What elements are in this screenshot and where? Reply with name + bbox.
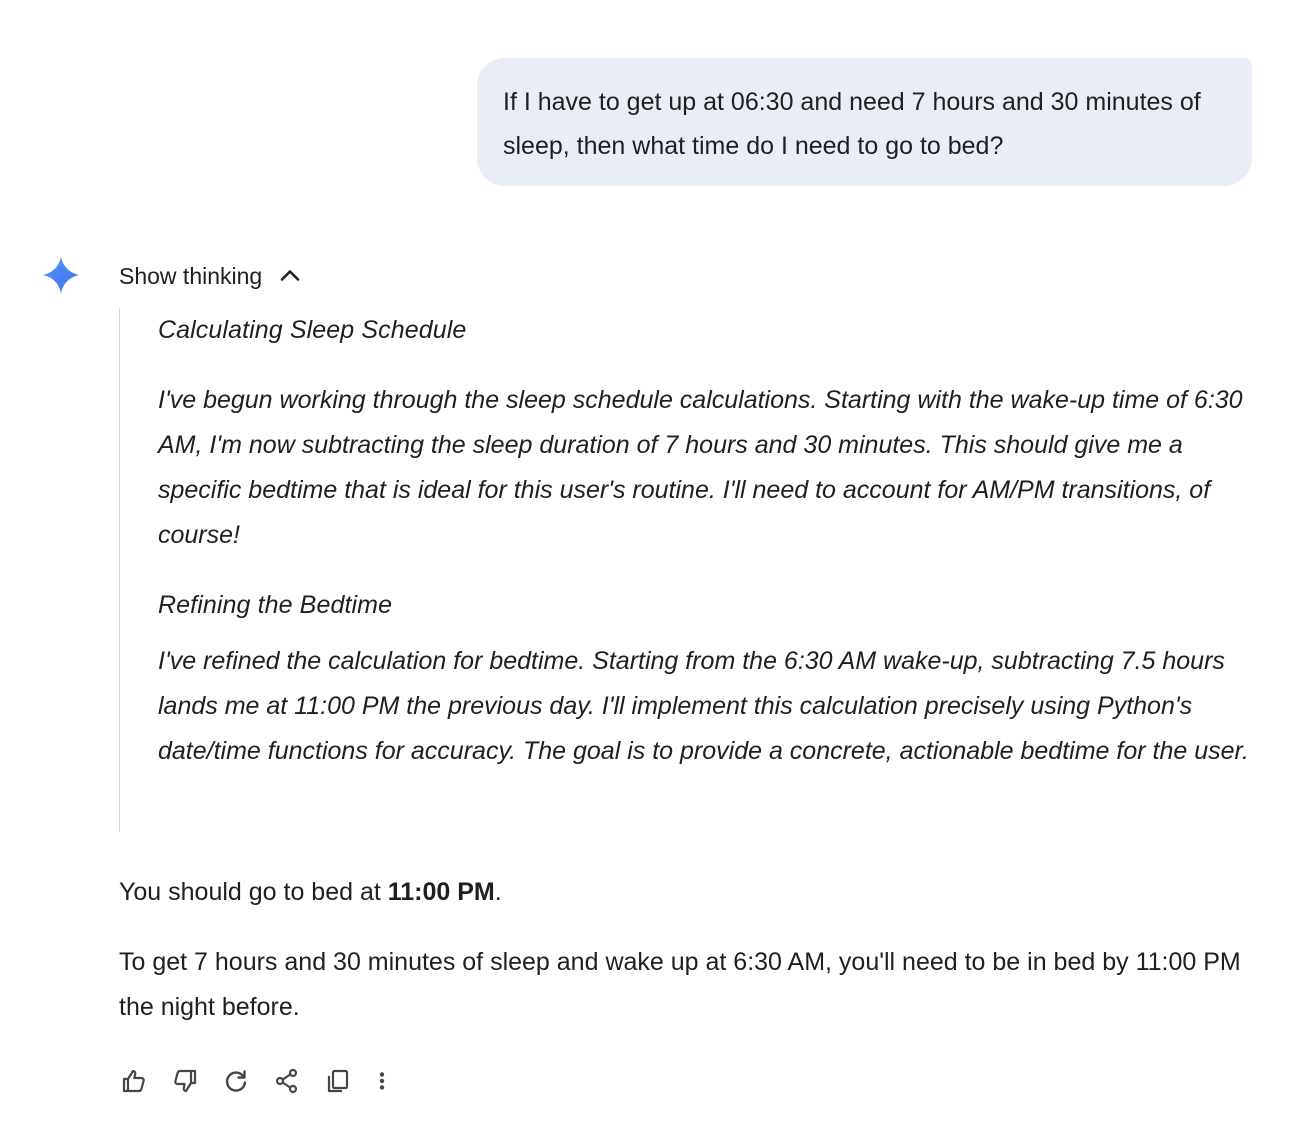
answer-summary-prefix: You should go to bed at [119,878,388,906]
thought-body: I've begun working through the sleep schedule calculations. Starting with the wake-up time of 6:30 AM, I'm now subtracting the sleep duration of 7 hours and 30 minutes. This should give me a specific bedtime that is ideal for this user's routine. I'll need to account for AM/PM transitions, of course! [158,386,1243,549]
regenerate-button[interactable] [219,1064,253,1098]
more-vertical-icon [372,1067,392,1095]
thought-body: I've refined the calculation for bedtime. Starting from the 6:30 AM wake-up, subtracting 7.5 hours lands me at 11:00 PM the previous day. I'll implement this calculation precisely using Python's date/time functions for accuracy. The goal is to provide a concrete, actionable bedtime for the user. [158,647,1249,765]
thumbs-down-icon [171,1067,199,1095]
thought-heading: Calculating Sleep Schedule [158,316,467,344]
chevron-up-icon [276,262,304,290]
answer-explanation: To get 7 hours and 30 minutes of sleep and wake up at 6:30 AM, you'll need to be in bed by 11:00 PM the night before. [119,948,1241,1021]
thumbs-up-icon [120,1067,148,1095]
copy-button[interactable] [321,1064,355,1098]
regenerate-icon [222,1067,250,1095]
thinking-panel [119,308,1259,832]
show-thinking-label: Show thinking [119,262,263,289]
gemini-sparkle-icon [42,256,80,294]
copy-icon [324,1067,352,1095]
thumbs-up-button[interactable] [117,1064,151,1098]
response-action-bar [117,1064,409,1098]
share-icon [273,1067,301,1095]
user-message-bubble [477,58,1252,186]
show-thinking-toggle[interactable] [119,258,304,294]
share-button[interactable] [270,1064,304,1098]
thumbs-down-button[interactable] [168,1064,202,1098]
user-message-text: If I have to get up at 06:30 and need 7 hours and 30 minutes of sleep, then what time do I need to go to bed? [503,88,1201,160]
answer-bedtime: 11:00 PM [387,878,495,906]
more-options-button[interactable] [372,1064,392,1098]
assistant-answer [119,870,1259,1030]
answer-summary [119,870,1259,915]
thought-heading: Refining the Bedtime [158,591,393,619]
answer-summary-suffix: . [494,878,502,906]
